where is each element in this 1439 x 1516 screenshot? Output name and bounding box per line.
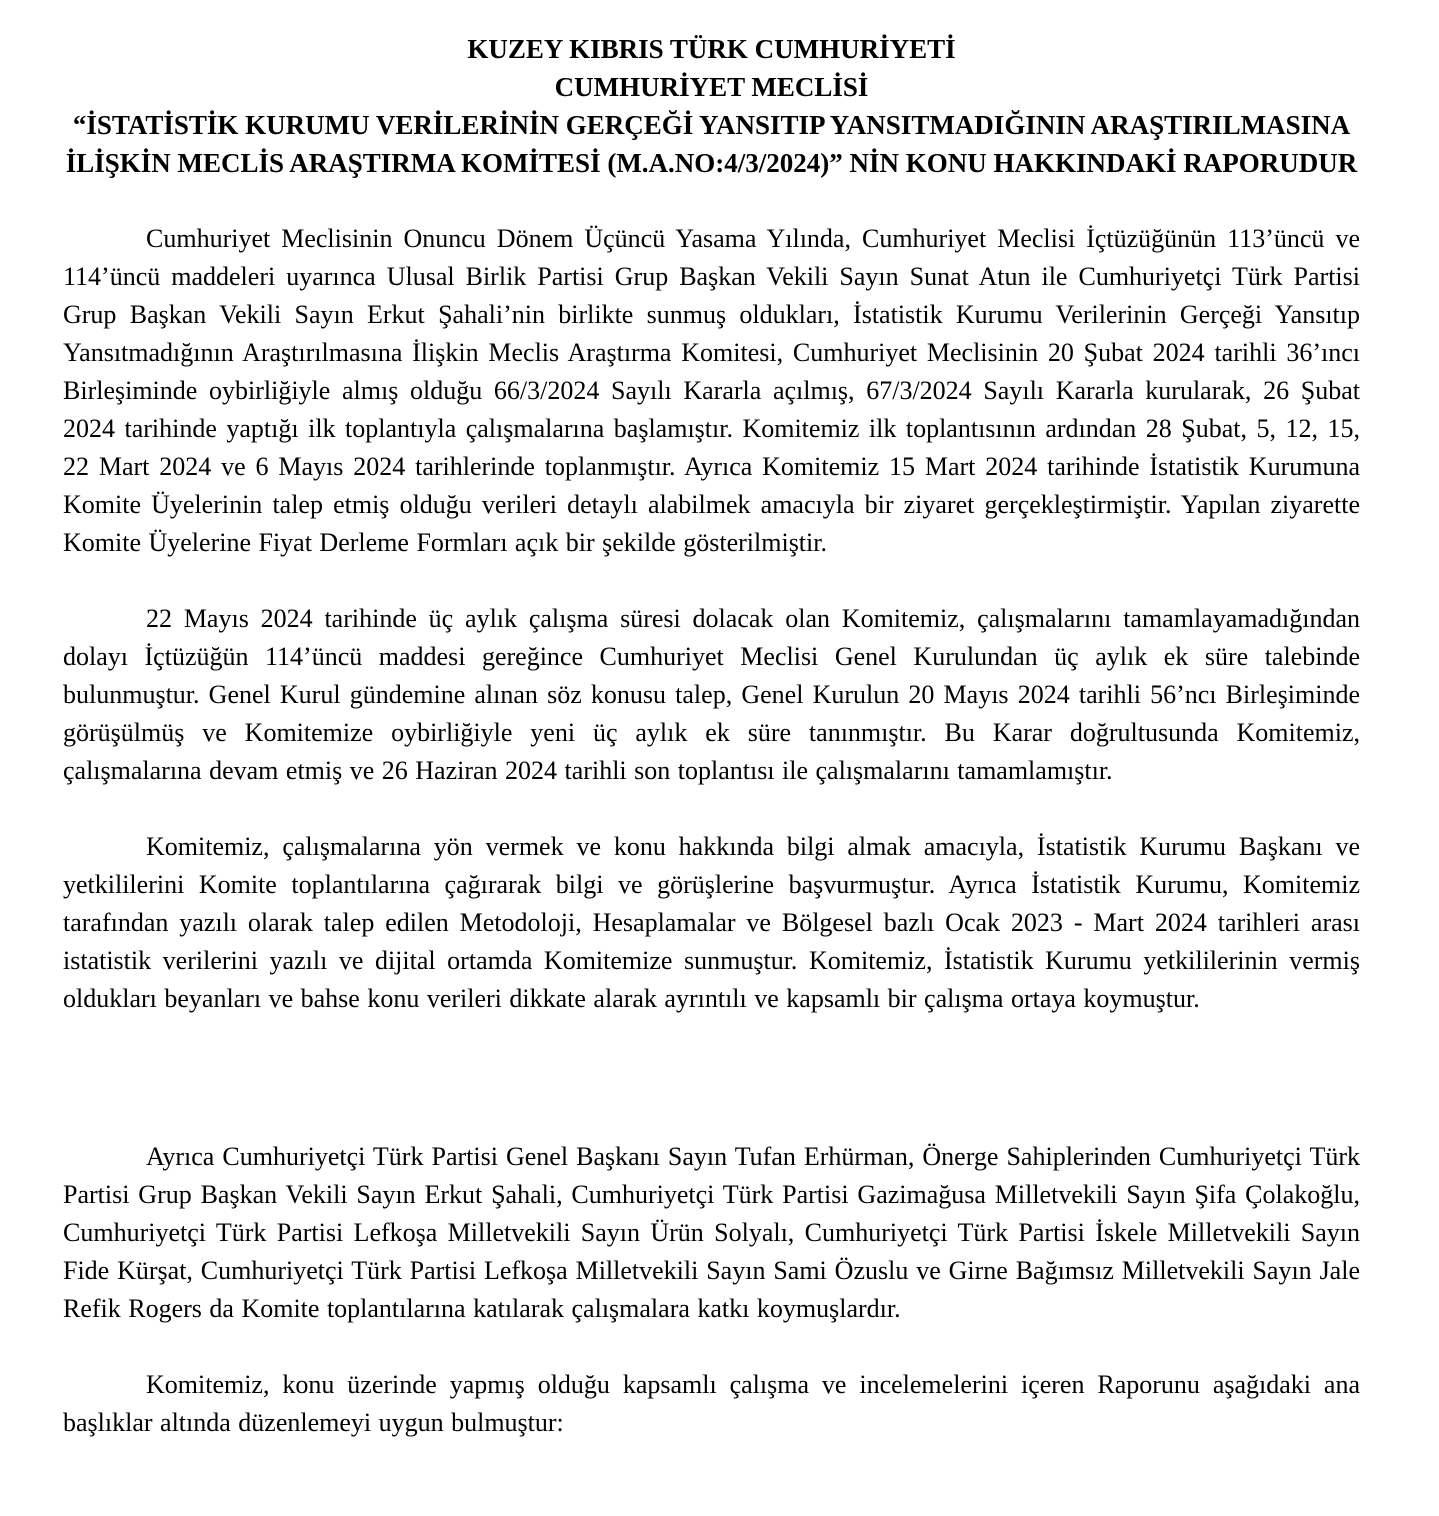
paragraph-participants: Ayrıca Cumhuriyetçi Türk Partisi Genel Başkanı Sayın Tufan Erhürman, Önerge Sahiplerinden Cumhuriyetçi Türk Partisi Grup Başkan Vekili Sayın Erkut Şahali, Cumhuriyetçi Türk Partisi Gazimağusa Milletvekili Sayın Şifa Çolakoğlu, Cumhuriyetçi Türk Partisi Lefkoşa Milletvekili Sayın Ürün Solyalı, Cumhuriyetçi Türk Partisi İskele Milletvekili Sayın Fide Kürşat, Cumhuriyetçi Türk Partisi Lefkoşa Milletvekili Sayın Sami Özuslu ve Girne Bağımsız Milletvekili Sayın Jale Refik Rogers da Komite toplantılarına katılarak çalışmalara katkı koymuşlardır. bbox=[63, 1142, 1360, 1323]
paragraph-methodology: Komitemiz, çalışmalarına yön vermek ve konu hakkında bilgi almak amacıyla, İstatistik Kurumu Başkanı ve yetkililerini Komite toplantılarına çağırarak bilgi ve görüşlerine başvurmuştur. Ayrıca İstatistik Kurumu, Komitemiz tarafından yazılı olarak talep edilen Metodoloji, Hesaplamalar ve Bölgesel bazlı Ocak 2023 - Mart 2024 tarihleri arası istatistik verilerini yazılı ve dijital ortamda Komitemize sunmuştur. Komitemiz, İstatistik Kurumu yetkililerinin vermiş oldukları beyanları ve bahse konu verileri dikkate alarak ayrıntılı ve kapsamlı bir çalışma ortaya koymuştur. bbox=[63, 832, 1360, 1013]
document-title bbox=[63, 30, 1360, 182]
title-line-assembly: CUMHURİYET MECLİSİ bbox=[554, 72, 869, 102]
title-line-report-subject: “İSTATİSTİK KURUMU VERİLERİNİN GERÇEĞİ YANSITIP YANSITMADIĞININ ARAŞTIRILMASINA İLİŞKİN MECLİS ARAŞTIRMA KOMİTESİ (M.A.NO:4/3/2024)” NİN KONU HAKKINDAKİ RAPORUDUR bbox=[65, 110, 1358, 178]
paragraph-opening: Cumhuriyet Meclisinin Onuncu Dönem Üçüncü Yasama Yılında, Cumhuriyet Meclisi İçtüzüğünün 113’üncü ve 114’üncü maddeleri uyarınca Ulusal Birlik Partisi Grup Başkan Vekili Sayın Sunat Atun ile Cumhuriyetçi Türk Partisi Grup Başkan Vekili Sayın Erkut Şahali’nin birlikte sunmuş oldukları, İstatistik Kurumu Verilerinin Gerçeği Yansıtıp Yansıtmadığının Araştırılmasına İlişkin Meclis Araştırma Komitesi, Cumhuriyet Meclisinin 20 Şubat 2024 tarihli 36’ıncı Birleşiminde oybirliğiyle almış olduğu 66/3/2024 Sayılı Kararla açılmış, 67/3/2024 Sayılı Kararla kurularak, 26 Şubat 2024 tarihinde yaptığı ilk toplantıyla çalışmalarına başlamıştır. Komitemiz ilk toplantısının ardından 28 Şubat, 5, 12, 15, 22 Mart 2024 ve 6 Mayıs 2024 tarihlerinde toplanmıştır. Ayrıca Komitemiz 15 Mart 2024 tarihinde İstatistik Kurumuna Komite Üyelerinin talep etmiş olduğu verileri detaylı alabilmek amacıyla bir ziyaret gerçekleştirmiştir. Yapılan ziyarette Komite Üyelerine Fiyat Derleme Formları açık bir şekilde gösterilmiştir. bbox=[63, 224, 1360, 557]
paragraph-extension: 22 Mayıs 2024 tarihinde üç aylık çalışma süresi dolacak olan Komitemiz, çalışmalarını tamamlayamadığından dolayı İçtüzüğün 114’üncü maddesi gereğince Cumhuriyet Meclisi Genel Kurulundan üç aylık ek süre talebinde bulunmuştur. Genel Kurul gündemine alınan söz konusu talep, Genel Kurulun 20 Mayıs 2024 tarihli 56’ncı Birleşiminde görüşülmüş ve Komitemize oybirliğiyle yeni üç aylık ek süre tanınmıştır. Bu Karar doğrultusunda Komitemiz, çalışmalarına devam etmiş ve 26 Haziran 2024 tarihli son toplantısı ile çalışmalarını tamamlamıştır. bbox=[63, 604, 1360, 785]
paragraph-report-outline: Komitemiz, konu üzerinde yapmış olduğu kapsamlı çalışma ve incelemelerini içeren Raporunu aşağıdaki ana başlıklar altında düzenlemeyi uygun bulmuştur: bbox=[63, 1370, 1360, 1437]
title-line-country: KUZEY KIBRIS TÜRK CUMHURİYETİ bbox=[467, 34, 956, 64]
